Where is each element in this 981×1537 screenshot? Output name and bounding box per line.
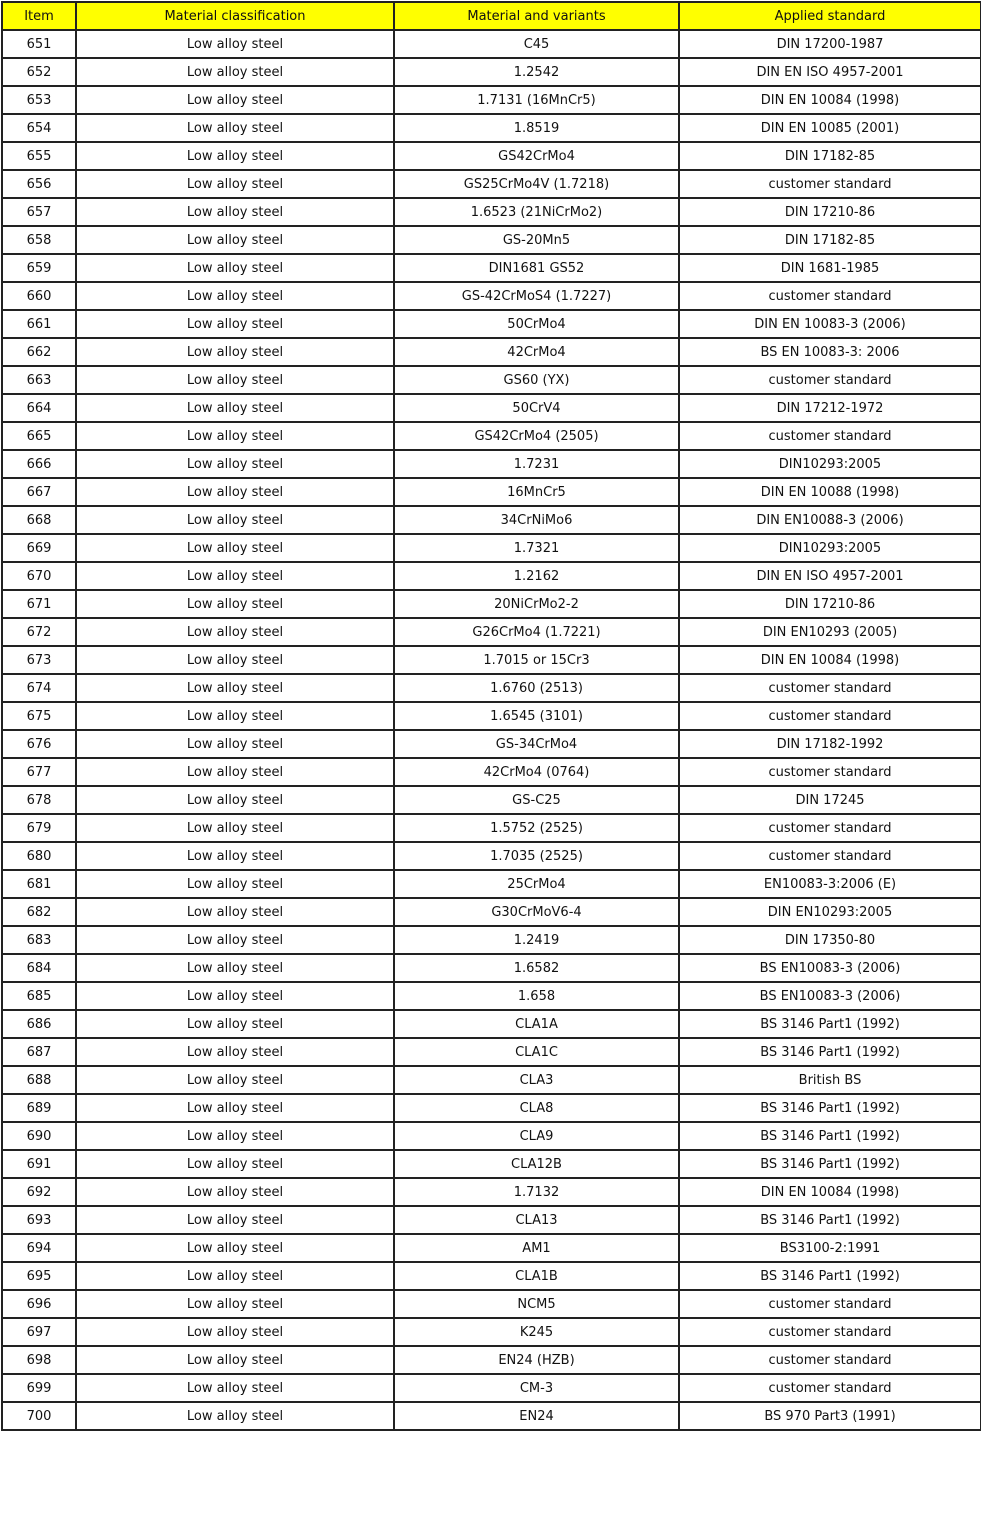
table-row: [2, 450, 981, 478]
cell-material-variant: CM-3: [394, 1374, 679, 1402]
table-row: [2, 1178, 981, 1206]
cell-material-classification: Low alloy steel: [76, 842, 394, 870]
cell-material-variant: CLA1B: [394, 1262, 679, 1290]
table-row: [2, 534, 981, 562]
cell-material-classification: Low alloy steel: [76, 450, 394, 478]
cell-applied-standard: DIN 17182-85: [679, 142, 981, 170]
table-row: [2, 898, 981, 926]
cell-item: 679: [2, 814, 76, 842]
cell-item: 657: [2, 198, 76, 226]
cell-material-variant: CLA1A: [394, 1010, 679, 1038]
table-row: [2, 1290, 981, 1318]
cell-material-classification: Low alloy steel: [76, 86, 394, 114]
cell-item: 673: [2, 646, 76, 674]
cell-material-variant: GS-42CrMoS4 (1.7227): [394, 282, 679, 310]
cell-material-variant: 42CrMo4 (0764): [394, 758, 679, 786]
cell-applied-standard: DIN10293:2005: [679, 450, 981, 478]
cell-material-variant: 20NiCrMo2-2: [394, 590, 679, 618]
table-row: [2, 1066, 981, 1094]
cell-material-classification: Low alloy steel: [76, 170, 394, 198]
cell-material-classification: Low alloy steel: [76, 394, 394, 422]
cell-item: 656: [2, 170, 76, 198]
cell-item: 693: [2, 1206, 76, 1234]
cell-material-classification: Low alloy steel: [76, 562, 394, 590]
cell-item: 652: [2, 58, 76, 86]
cell-item: 681: [2, 870, 76, 898]
cell-applied-standard: customer standard: [679, 1290, 981, 1318]
cell-material-variant: CLA12B: [394, 1150, 679, 1178]
cell-material-variant: GS42CrMo4 (2505): [394, 422, 679, 450]
table-row: [2, 562, 981, 590]
cell-material-variant: GS-20Mn5: [394, 226, 679, 254]
cell-material-variant: NCM5: [394, 1290, 679, 1318]
cell-material-classification: Low alloy steel: [76, 1010, 394, 1038]
cell-item: 664: [2, 394, 76, 422]
table-row: [2, 814, 981, 842]
materials-table: [1, 1, 981, 1431]
cell-material-classification: Low alloy steel: [76, 338, 394, 366]
cell-applied-standard: BS 3146 Part1 (1992): [679, 1150, 981, 1178]
table-body: [2, 30, 981, 1430]
cell-material-classification: Low alloy steel: [76, 954, 394, 982]
cell-material-classification: Low alloy steel: [76, 422, 394, 450]
cell-material-variant: EN24: [394, 1402, 679, 1430]
cell-material-classification: Low alloy steel: [76, 1262, 394, 1290]
table-row: [2, 282, 981, 310]
table-row: [2, 254, 981, 282]
cell-material-variant: CLA13: [394, 1206, 679, 1234]
table-row: [2, 1374, 981, 1402]
cell-applied-standard: DIN 17210-86: [679, 590, 981, 618]
table-row: [2, 366, 981, 394]
cell-item: 699: [2, 1374, 76, 1402]
cell-material-variant: 16MnCr5: [394, 478, 679, 506]
cell-material-classification: Low alloy steel: [76, 786, 394, 814]
cell-material-classification: Low alloy steel: [76, 1122, 394, 1150]
table-row: [2, 1402, 981, 1430]
cell-material-variant: GS-34CrMo4: [394, 730, 679, 758]
cell-item: 691: [2, 1150, 76, 1178]
table-row: [2, 702, 981, 730]
cell-item: 674: [2, 674, 76, 702]
cell-material-variant: 1.6760 (2513): [394, 674, 679, 702]
cell-item: 692: [2, 1178, 76, 1206]
cell-material-classification: Low alloy steel: [76, 1206, 394, 1234]
cell-item: 658: [2, 226, 76, 254]
cell-item: 668: [2, 506, 76, 534]
cell-item: 661: [2, 310, 76, 338]
table-row: [2, 1234, 981, 1262]
table-row: [2, 1206, 981, 1234]
cell-applied-standard: DIN EN 10085 (2001): [679, 114, 981, 142]
cell-item: 663: [2, 366, 76, 394]
cell-item: 685: [2, 982, 76, 1010]
cell-material-classification: Low alloy steel: [76, 1038, 394, 1066]
table-row: [2, 394, 981, 422]
cell-applied-standard: customer standard: [679, 366, 981, 394]
cell-item: 675: [2, 702, 76, 730]
cell-material-classification: Low alloy steel: [76, 58, 394, 86]
cell-item: 700: [2, 1402, 76, 1430]
table-row: [2, 170, 981, 198]
cell-applied-standard: DIN EN 10083-3 (2006): [679, 310, 981, 338]
cell-material-variant: 1.6523 (21NiCrMo2): [394, 198, 679, 226]
cell-material-variant: 34CrNiMo6: [394, 506, 679, 534]
cell-applied-standard: DIN 17212-1972: [679, 394, 981, 422]
cell-item: 684: [2, 954, 76, 982]
table-row: [2, 422, 981, 450]
cell-applied-standard: DIN EN 10084 (1998): [679, 1178, 981, 1206]
table-row: [2, 618, 981, 646]
table-row: [2, 506, 981, 534]
cell-material-variant: G26CrMo4 (1.7221): [394, 618, 679, 646]
header-material-classification: Material classification: [76, 2, 394, 30]
cell-material-classification: Low alloy steel: [76, 674, 394, 702]
cell-applied-standard: BS 3146 Part1 (1992): [679, 1010, 981, 1038]
table-row: [2, 1318, 981, 1346]
cell-applied-standard: DIN EN 10088 (1998): [679, 478, 981, 506]
table-row: [2, 1094, 981, 1122]
cell-item: 677: [2, 758, 76, 786]
cell-material-classification: Low alloy steel: [76, 1094, 394, 1122]
table-header: [2, 2, 981, 30]
cell-material-variant: CLA9: [394, 1122, 679, 1150]
cell-applied-standard: British BS: [679, 1066, 981, 1094]
cell-applied-standard: customer standard: [679, 170, 981, 198]
cell-material-variant: 1.5752 (2525): [394, 814, 679, 842]
cell-applied-standard: BS EN10083-3 (2006): [679, 954, 981, 982]
cell-applied-standard: DIN 1681-1985: [679, 254, 981, 282]
cell-applied-standard: DIN EN ISO 4957-2001: [679, 58, 981, 86]
cell-applied-standard: customer standard: [679, 1374, 981, 1402]
cell-material-classification: Low alloy steel: [76, 814, 394, 842]
table-row: [2, 1150, 981, 1178]
table-row: [2, 86, 981, 114]
cell-material-variant: 50CrV4: [394, 394, 679, 422]
cell-material-variant: 1.8519: [394, 114, 679, 142]
cell-item: 659: [2, 254, 76, 282]
table-row: [2, 954, 981, 982]
cell-item: 655: [2, 142, 76, 170]
cell-material-variant: 1.658: [394, 982, 679, 1010]
table-row: [2, 1010, 981, 1038]
cell-item: 696: [2, 1290, 76, 1318]
cell-item: 666: [2, 450, 76, 478]
cell-item: 667: [2, 478, 76, 506]
cell-material-variant: EN24 (HZB): [394, 1346, 679, 1374]
table-row: [2, 338, 981, 366]
cell-material-variant: 1.2542: [394, 58, 679, 86]
cell-applied-standard: DIN EN 10084 (1998): [679, 86, 981, 114]
cell-material-classification: Low alloy steel: [76, 198, 394, 226]
cell-material-classification: Low alloy steel: [76, 30, 394, 58]
cell-applied-standard: BS3100-2:1991: [679, 1234, 981, 1262]
cell-item: 660: [2, 282, 76, 310]
cell-applied-standard: DIN 17200-1987: [679, 30, 981, 58]
table-row: [2, 478, 981, 506]
cell-material-classification: Low alloy steel: [76, 1178, 394, 1206]
cell-material-variant: 1.7231: [394, 450, 679, 478]
cell-material-variant: 1.7035 (2525): [394, 842, 679, 870]
cell-material-classification: Low alloy steel: [76, 730, 394, 758]
cell-applied-standard: customer standard: [679, 814, 981, 842]
cell-applied-standard: DIN 17210-86: [679, 198, 981, 226]
cell-applied-standard: DIN 17182-85: [679, 226, 981, 254]
table-row: [2, 926, 981, 954]
cell-material-variant: CLA8: [394, 1094, 679, 1122]
cell-applied-standard: BS 3146 Part1 (1992): [679, 1038, 981, 1066]
cell-applied-standard: BS 3146 Part1 (1992): [679, 1122, 981, 1150]
cell-item: 686: [2, 1010, 76, 1038]
cell-material-classification: Low alloy steel: [76, 478, 394, 506]
cell-item: 688: [2, 1066, 76, 1094]
cell-item: 683: [2, 926, 76, 954]
cell-applied-standard: BS 3146 Part1 (1992): [679, 1094, 981, 1122]
cell-material-variant: DIN1681 GS52: [394, 254, 679, 282]
cell-material-classification: Low alloy steel: [76, 1346, 394, 1374]
header-row: [2, 2, 981, 30]
cell-material-classification: Low alloy steel: [76, 982, 394, 1010]
cell-material-classification: Low alloy steel: [76, 1318, 394, 1346]
cell-material-variant: 1.6582: [394, 954, 679, 982]
cell-material-classification: Low alloy steel: [76, 1066, 394, 1094]
cell-material-variant: 42CrMo4: [394, 338, 679, 366]
cell-item: 654: [2, 114, 76, 142]
cell-item: 682: [2, 898, 76, 926]
cell-material-classification: Low alloy steel: [76, 926, 394, 954]
cell-item: 651: [2, 30, 76, 58]
cell-material-variant: AM1: [394, 1234, 679, 1262]
cell-material-classification: Low alloy steel: [76, 1290, 394, 1318]
cell-item: 697: [2, 1318, 76, 1346]
cell-item: 670: [2, 562, 76, 590]
cell-applied-standard: customer standard: [679, 842, 981, 870]
cell-material-classification: Low alloy steel: [76, 618, 394, 646]
cell-applied-standard: EN10083-3:2006 (E): [679, 870, 981, 898]
cell-item: 676: [2, 730, 76, 758]
cell-material-variant: 1.2419: [394, 926, 679, 954]
cell-material-classification: Low alloy steel: [76, 114, 394, 142]
cell-material-classification: Low alloy steel: [76, 1234, 394, 1262]
table-row: [2, 1038, 981, 1066]
table-row: [2, 142, 981, 170]
cell-item: 694: [2, 1234, 76, 1262]
cell-item: 680: [2, 842, 76, 870]
cell-material-classification: Low alloy steel: [76, 1402, 394, 1430]
cell-item: 665: [2, 422, 76, 450]
cell-material-variant: K245: [394, 1318, 679, 1346]
cell-material-variant: 1.6545 (3101): [394, 702, 679, 730]
cell-material-variant: 50CrMo4: [394, 310, 679, 338]
cell-material-classification: Low alloy steel: [76, 646, 394, 674]
cell-applied-standard: BS 970 Part3 (1991): [679, 1402, 981, 1430]
cell-applied-standard: DIN EN10293:2005: [679, 898, 981, 926]
table-row: [2, 842, 981, 870]
cell-applied-standard: customer standard: [679, 1318, 981, 1346]
cell-material-classification: Low alloy steel: [76, 1150, 394, 1178]
cell-material-classification: Low alloy steel: [76, 702, 394, 730]
cell-material-variant: 1.7015 or 15Cr3: [394, 646, 679, 674]
table-row: [2, 646, 981, 674]
cell-material-classification: Low alloy steel: [76, 142, 394, 170]
cell-applied-standard: BS EN 10083-3: 2006: [679, 338, 981, 366]
cell-item: 671: [2, 590, 76, 618]
cell-material-classification: Low alloy steel: [76, 282, 394, 310]
cell-item: 678: [2, 786, 76, 814]
cell-item: 687: [2, 1038, 76, 1066]
cell-applied-standard: customer standard: [679, 1346, 981, 1374]
cell-material-variant: 1.7132: [394, 1178, 679, 1206]
cell-material-variant: 25CrMo4: [394, 870, 679, 898]
table-row: [2, 58, 981, 86]
table-row: [2, 982, 981, 1010]
cell-applied-standard: DIN10293:2005: [679, 534, 981, 562]
cell-material-classification: Low alloy steel: [76, 506, 394, 534]
table-row: [2, 1262, 981, 1290]
cell-applied-standard: BS 3146 Part1 (1992): [679, 1206, 981, 1234]
table-row: [2, 30, 981, 58]
cell-applied-standard: DIN EN ISO 4957-2001: [679, 562, 981, 590]
cell-item: 662: [2, 338, 76, 366]
cell-item: 669: [2, 534, 76, 562]
cell-applied-standard: BS 3146 Part1 (1992): [679, 1262, 981, 1290]
cell-material-variant: C45: [394, 30, 679, 58]
cell-material-variant: CLA3: [394, 1066, 679, 1094]
cell-material-classification: Low alloy steel: [76, 898, 394, 926]
table-row: [2, 758, 981, 786]
cell-item: 689: [2, 1094, 76, 1122]
cell-material-variant: GS25CrMo4V (1.7218): [394, 170, 679, 198]
cell-applied-standard: DIN 17350-80: [679, 926, 981, 954]
cell-material-variant: 1.2162: [394, 562, 679, 590]
header-item: Item: [2, 2, 76, 30]
header-material-and-variants: Material and variants: [394, 2, 679, 30]
cell-material-variant: 1.7131 (16MnCr5): [394, 86, 679, 114]
cell-applied-standard: DIN EN 10084 (1998): [679, 646, 981, 674]
cell-material-classification: Low alloy steel: [76, 226, 394, 254]
cell-applied-standard: customer standard: [679, 422, 981, 450]
cell-material-variant: CLA1C: [394, 1038, 679, 1066]
cell-applied-standard: DIN 17245: [679, 786, 981, 814]
cell-applied-standard: DIN EN10293 (2005): [679, 618, 981, 646]
cell-item: 695: [2, 1262, 76, 1290]
table-row: [2, 1346, 981, 1374]
cell-applied-standard: customer standard: [679, 282, 981, 310]
cell-material-variant: GS42CrMo4: [394, 142, 679, 170]
cell-applied-standard: DIN 17182-1992: [679, 730, 981, 758]
cell-item: 698: [2, 1346, 76, 1374]
cell-item: 653: [2, 86, 76, 114]
table-row: [2, 590, 981, 618]
cell-item: 690: [2, 1122, 76, 1150]
cell-applied-standard: customer standard: [679, 758, 981, 786]
cell-material-classification: Low alloy steel: [76, 1374, 394, 1402]
table-row: [2, 310, 981, 338]
cell-applied-standard: customer standard: [679, 674, 981, 702]
cell-material-variant: GS-C25: [394, 786, 679, 814]
cell-applied-standard: BS EN10083-3 (2006): [679, 982, 981, 1010]
table-row: [2, 198, 981, 226]
table-row: [2, 674, 981, 702]
cell-material-classification: Low alloy steel: [76, 590, 394, 618]
table-row: [2, 730, 981, 758]
cell-applied-standard: customer standard: [679, 702, 981, 730]
cell-material-classification: Low alloy steel: [76, 254, 394, 282]
table-row: [2, 114, 981, 142]
cell-applied-standard: DIN EN10088-3 (2006): [679, 506, 981, 534]
cell-material-variant: GS60 (YX): [394, 366, 679, 394]
table-row: [2, 1122, 981, 1150]
cell-material-classification: Low alloy steel: [76, 758, 394, 786]
cell-material-variant: 1.7321: [394, 534, 679, 562]
header-applied-standard: Applied standard: [679, 2, 981, 30]
table-row: [2, 226, 981, 254]
cell-item: 672: [2, 618, 76, 646]
cell-material-classification: Low alloy steel: [76, 310, 394, 338]
cell-material-classification: Low alloy steel: [76, 366, 394, 394]
cell-material-classification: Low alloy steel: [76, 870, 394, 898]
table-row: [2, 870, 981, 898]
cell-material-classification: Low alloy steel: [76, 534, 394, 562]
table-row: [2, 786, 981, 814]
cell-material-variant: G30CrMoV6-4: [394, 898, 679, 926]
